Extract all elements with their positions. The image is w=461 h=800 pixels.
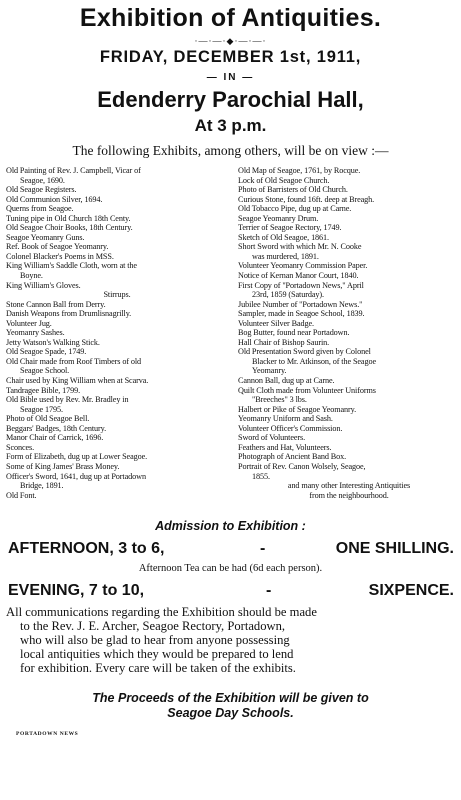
exhibit-item bbox=[6, 328, 228, 338]
exhibit-text: Sampler, made in Seagoe School, 1839. bbox=[238, 309, 365, 319]
evening-dash: - bbox=[266, 582, 272, 599]
event-time: At 3 p.m. bbox=[194, 116, 267, 135]
exhibit-text: Seagoe Yeomanry Guns. bbox=[6, 232, 85, 242]
exhibit-text: Querns from Seagoe. bbox=[6, 204, 74, 214]
exhibit-text: Lock of Old Seagoe Church. bbox=[238, 175, 330, 185]
communications-line: local antiquities which they would be prepared to lend bbox=[20, 647, 294, 662]
exhibit-item bbox=[238, 176, 460, 186]
exhibit-item bbox=[6, 204, 228, 214]
exhibit-text: Volunteer Officer's Commission. bbox=[238, 423, 343, 433]
exhibit-text-continued: Bridge, 1891. bbox=[20, 481, 64, 491]
printer-imprint: PORTADOWN NEWS bbox=[16, 731, 79, 737]
exhibit-item bbox=[238, 261, 460, 271]
communications-line: All communications regarding the Exhibition should be made bbox=[6, 605, 317, 619]
exhibit-text: Old Painting of Rev. J. Campbell, Vicar of bbox=[6, 166, 141, 175]
admission-heading: Admission to Exhibition : bbox=[155, 519, 306, 533]
exhibit-text: Photo of Old Seagoe Bell. bbox=[6, 414, 90, 424]
venue-name: Edenderry Parochial Hall, bbox=[97, 87, 364, 112]
evening-price: SIXPENCE. bbox=[368, 582, 454, 599]
exhibit-text-continued: "Breeches" 3 lbs. bbox=[252, 395, 307, 405]
exhibit-item bbox=[6, 195, 228, 205]
exhibit-text-continued: was murdered, 1891. bbox=[252, 251, 319, 261]
exhibit-item bbox=[238, 405, 460, 415]
afternoon-tea-note: Afternoon Tea can be had (6d each person). bbox=[138, 563, 323, 574]
exhibit-text: Old Font. bbox=[6, 490, 37, 500]
exhibit-text: Old Communion Silver, 1694. bbox=[6, 194, 103, 204]
exhibit-text: Old Map of Seagoe, 1761, by Rocque. bbox=[238, 166, 361, 175]
exhibit-text: Photograph of Ancient Band Box. bbox=[238, 452, 347, 462]
exhibit-text-continued: Seagoe, 1690. bbox=[20, 175, 65, 185]
exhibit-text: Chair used by King William when at Scarva. bbox=[6, 376, 149, 386]
evening-label: EVENING, 7 to 10, bbox=[8, 582, 145, 599]
exhibit-item bbox=[238, 309, 460, 319]
exhibit-item bbox=[6, 281, 228, 291]
exhibit-item bbox=[6, 443, 228, 453]
exhibit-item bbox=[238, 347, 460, 376]
exhibit-text: Seagoe Yeomanry Drum. bbox=[238, 213, 319, 223]
exhibit-text: Quilt Cloth made from Volunteer Uniforms bbox=[238, 385, 376, 395]
exhibit-item bbox=[238, 481, 460, 500]
proceeds-line: The Proceeds of the Exhibition will be given to bbox=[92, 691, 369, 705]
exhibit-item bbox=[6, 386, 228, 396]
exhibit-text-continued: 1855. bbox=[252, 471, 270, 481]
in-label: — IN — bbox=[206, 72, 255, 83]
exhibit-item bbox=[6, 338, 228, 348]
exhibit-text: Stone Cannon Ball from Derry. bbox=[6, 299, 106, 309]
exhibit-item bbox=[6, 300, 228, 310]
exhibit-text: Notice of Kernan Manor Court, 1840. bbox=[238, 271, 359, 281]
exhibit-text: Jetty Watson's Walking Stick. bbox=[6, 337, 100, 347]
exhibit-text: Photo of Barristers of Old Church. bbox=[238, 185, 348, 195]
exhibit-item bbox=[238, 223, 460, 233]
afternoon-price: ONE SHILLING. bbox=[335, 540, 454, 557]
proceeds-note bbox=[0, 691, 461, 721]
exhibits-list-left bbox=[6, 166, 228, 500]
exhibit-text: Some of King James' Brass Money. bbox=[6, 461, 120, 471]
exhibit-item bbox=[238, 424, 460, 434]
exhibit-text: and many other Interesting Antiquities bbox=[287, 481, 411, 491]
exhibit-text: Portrait of Rev. Canon Wolsely, Seagoe, bbox=[238, 461, 366, 471]
exhibit-item bbox=[238, 462, 460, 481]
exhibit-text: Short Sword with which Mr. N. Cooke bbox=[238, 242, 362, 252]
exhibit-text: Volunteer Yeomanry Commission Paper. bbox=[238, 261, 368, 271]
exhibit-item bbox=[238, 185, 460, 195]
afternoon-label: AFTERNOON, 3 to 6, bbox=[8, 540, 165, 557]
exhibit-text-continued: Seagoe School. bbox=[20, 366, 70, 376]
exhibit-text: Jubilee Number of "Portadown News." bbox=[238, 299, 363, 309]
exhibit-text: Beggars' Badges, 18th Century. bbox=[6, 423, 107, 433]
exhibit-text-continued: Yeomanry. bbox=[252, 366, 287, 376]
exhibit-item bbox=[6, 309, 228, 319]
exhibit-item bbox=[6, 347, 228, 357]
exhibit-text: Colonel Blacker's Poems in MSS. bbox=[6, 251, 114, 261]
exhibit-item bbox=[238, 204, 460, 214]
exhibit-item bbox=[238, 300, 460, 310]
proceeds-line: Seagoe Day Schools. bbox=[167, 706, 294, 720]
exhibit-item bbox=[6, 395, 228, 414]
event-date: FRIDAY, DECEMBER 1st, 1911, bbox=[99, 48, 362, 66]
exhibit-text: Manor Chair of Carrick, 1696. bbox=[6, 433, 104, 443]
exhibit-item bbox=[6, 462, 228, 472]
exhibit-text: Old Bible used by Rev. Mr. Bradley in bbox=[6, 395, 129, 405]
exhibit-item bbox=[238, 166, 460, 176]
exhibit-text: Feathers and Hat, Volunteers. bbox=[238, 442, 332, 452]
exhibits-list-right bbox=[238, 166, 460, 500]
exhibit-text: Old Seagoe Registers. bbox=[6, 185, 77, 195]
exhibit-text-continued: Blacker to Mr. Atkinson, of the Seagoe bbox=[252, 356, 376, 366]
exhibit-text: Cannon Ball, dug up at Carne. bbox=[238, 376, 335, 386]
exhibit-item bbox=[238, 376, 460, 386]
exhibit-text: Danish Weapons from Drumlisnagrilly. bbox=[6, 309, 132, 319]
exhibit-text: Sword of Volunteers. bbox=[238, 433, 306, 443]
exhibit-text-continued: from the neighbourhood. bbox=[309, 490, 389, 500]
exhibit-item bbox=[238, 433, 460, 443]
exhibit-item bbox=[238, 452, 460, 462]
exhibit-text: Ref. Book of Seagoe Yeomanry. bbox=[6, 242, 109, 252]
exhibit-text: Stirrups. bbox=[103, 290, 131, 300]
exhibit-item bbox=[238, 319, 460, 329]
exhibit-text: Terrier of Seagoe Rectory, 1749. bbox=[238, 223, 342, 233]
exhibit-text: Old Presentation Sword given by Colonel bbox=[238, 347, 371, 357]
exhibit-item bbox=[238, 214, 460, 224]
exhibit-item bbox=[238, 233, 460, 243]
exhibit-item bbox=[238, 443, 460, 453]
exhibit-text-continued: 23rd, 1859 (Saturday). bbox=[252, 290, 324, 300]
exhibit-item bbox=[6, 414, 228, 424]
exhibit-text: Old Chair made from Roof Timbers of old bbox=[6, 356, 142, 366]
communications-paragraph bbox=[6, 605, 455, 675]
exhibit-text: Old Seagoe Choir Books, 18th Century. bbox=[6, 223, 133, 233]
exhibit-item bbox=[6, 242, 228, 252]
exhibit-text: Yeomanry Sashes. bbox=[6, 328, 65, 338]
exhibit-item bbox=[238, 386, 460, 405]
communications-line: to the Rev. J. E. Archer, Seagoe Rectory, Portadown, bbox=[20, 619, 286, 634]
exhibit-text: Bog Butter, found near Portadown. bbox=[238, 328, 350, 338]
exhibit-text: Volunteer Silver Badge. bbox=[238, 318, 314, 328]
exhibit-text: Tandragee Bible, 1799. bbox=[6, 385, 81, 395]
exhibit-text: First Copy of "Portadown News," April bbox=[238, 280, 364, 290]
exhibit-item bbox=[6, 261, 228, 280]
exhibit-item bbox=[6, 357, 228, 376]
exhibit-item bbox=[6, 233, 228, 243]
poster-title: Exhibition of Antiquities. bbox=[79, 4, 382, 32]
afternoon-price-row bbox=[8, 540, 454, 560]
exhibit-item bbox=[6, 472, 228, 491]
communications-line: for exhibition. Every care will be taken of the exhibits. bbox=[20, 661, 296, 676]
exhibit-text: Volunteer Jug. bbox=[6, 318, 52, 328]
exhibit-item bbox=[6, 214, 228, 224]
exhibit-item bbox=[238, 271, 460, 281]
exhibit-text: Sconces. bbox=[6, 442, 35, 452]
exhibit-item bbox=[6, 424, 228, 434]
exhibit-item bbox=[6, 185, 228, 195]
exhibit-text: Old Tobacco Pipe, dug up at Carne. bbox=[238, 204, 352, 214]
exhibit-item bbox=[238, 328, 460, 338]
ornament-divider: ·—·—·◆·—·—· bbox=[194, 36, 267, 46]
exhibit-item bbox=[238, 281, 460, 300]
exhibits-intro: The following Exhibits, among others, will be on view :— bbox=[72, 143, 389, 158]
exhibit-item bbox=[238, 195, 460, 205]
exhibit-text: Halbert or Pike of Seagoe Yeomanry. bbox=[238, 404, 357, 414]
exhibit-text: King William's Gloves. bbox=[6, 280, 81, 290]
exhibit-text-continued: Boyne. bbox=[20, 271, 43, 281]
exhibit-text: King William's Saddle Cloth, worn at the bbox=[6, 261, 137, 271]
exhibit-item bbox=[6, 491, 228, 501]
exhibit-item bbox=[6, 376, 228, 386]
exhibit-text: Yeomanry Uniform and Sash. bbox=[238, 414, 333, 424]
exhibit-text: Officer's Sword, 1641, dug up at Portadown bbox=[6, 471, 146, 481]
exhibit-text: Hall Chair of Bishop Saurin. bbox=[238, 337, 330, 347]
exhibit-text: Curious Stone, found 16ft. deep at Breagh. bbox=[238, 194, 375, 204]
exhibit-item bbox=[6, 290, 228, 300]
exhibit-text: Sketch of Old Seagoe, 1861. bbox=[238, 232, 329, 242]
exhibit-item bbox=[6, 166, 228, 185]
evening-price-row bbox=[8, 582, 454, 602]
exhibit-item bbox=[6, 252, 228, 262]
exhibit-text: Form of Elizabeth, dug up at Lower Seagoe. bbox=[6, 452, 148, 462]
afternoon-dash: - bbox=[260, 540, 266, 557]
exhibit-item bbox=[238, 414, 460, 424]
exhibit-text: Old Seagoe Spade, 1749. bbox=[6, 347, 87, 357]
exhibit-item bbox=[6, 223, 228, 233]
exhibit-item bbox=[238, 242, 460, 261]
exhibit-item bbox=[6, 433, 228, 443]
communications-line: who will also be glad to hear from anyone possessing bbox=[20, 633, 290, 648]
exhibit-item bbox=[6, 319, 228, 329]
exhibit-text: Tuning pipe in Old Church 18th Centy. bbox=[6, 213, 131, 223]
exhibit-item bbox=[6, 452, 228, 462]
exhibit-text-continued: Seagoe 1795. bbox=[20, 404, 63, 414]
exhibit-item bbox=[238, 338, 460, 348]
